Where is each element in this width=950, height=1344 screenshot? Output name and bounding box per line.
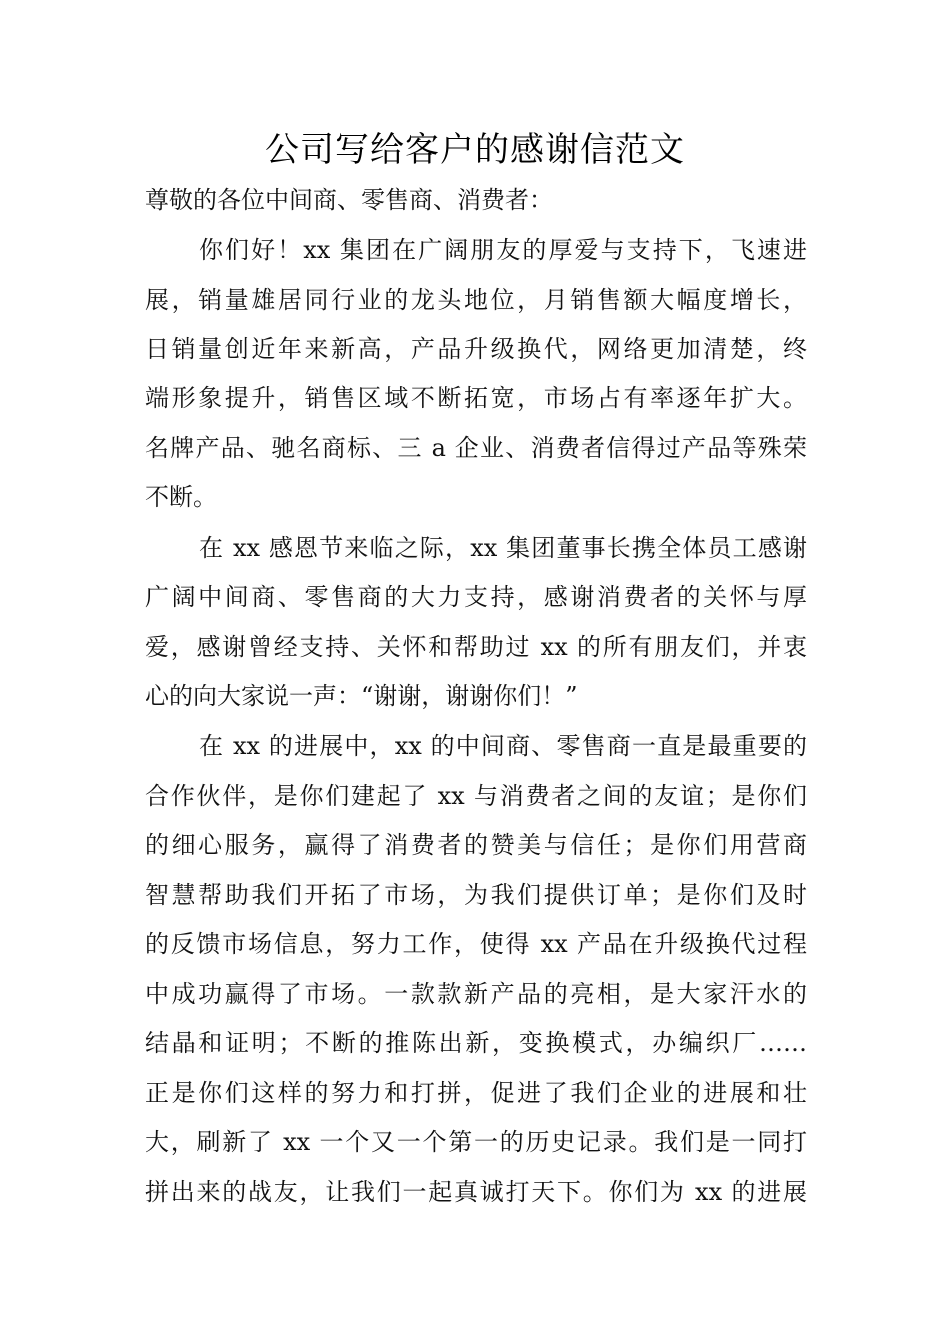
paragraph-3-line: 的细心服务，赢得了消费者的赞美与信任；是你们用营商 [145,831,807,859]
paragraph-2-line: 爱，感谢曾经支持、关怀和帮助过 xx 的所有朋友们，并衷 [145,633,807,661]
paragraph-3-line: 拼出来的战友，让我们一起真诚打天下。你们为 xx 的进展 [145,1178,807,1206]
paragraph-3-line: 中成功赢得了市场。一款款新产品的亮相，是大家汗水的 [145,980,807,1008]
document-title: 公司写给客户的感谢信范文 [265,130,685,170]
paragraph-1-line: 日销量创近年来新高，产品升级换代，网络更加清楚，终 [145,335,807,363]
paragraph-2-line: 广阔中间商、零售商的大力支持，感谢消费者的关怀与厚 [145,583,807,611]
paragraph-3-line: 合作伙伴，是你们建起了 xx 与消费者之间的友谊；是你们 [145,782,807,810]
paragraph-3-line: 结晶和证明；不断的推陈出新，变换模式，办编织厂…… [145,1029,807,1057]
paragraph-3-line: 在 xx 的进展中，xx 的中间商、零售商一直是最重要的 [199,732,807,760]
salutation: 尊敬的各位中间商、零售商、消费者： [145,186,553,214]
paragraph-1-line: 名牌产品、驰名商标、三 a 企业、消费者信得过产品等殊荣 [145,434,807,462]
paragraph-1-line: 展，销量雄居同行业的龙头地位，月销售额大幅度增长， [145,286,807,314]
paragraph-2-line: 在 xx 感恩节来临之际，xx 集团董事长携全体员工感谢 [199,534,807,562]
paragraph-3-line: 正是你们这样的努力和打拼，促进了我们企业的进展和壮 [145,1079,807,1107]
paragraph-3-line: 的反馈市场信息，努力工作，使得 xx 产品在升级换代过程 [145,930,807,958]
paragraph-1-line: 不断。 [145,483,217,511]
paragraph-3-line: 大，刷新了 xx 一个又一个第一的历史记录。我们是一同打 [145,1128,807,1156]
paragraph-1-line: 你们好！xx 集团在广阔朋友的厚爱与支持下，飞速进 [199,236,807,264]
paragraph-3-line: 智慧帮助我们开拓了市场，为我们提供订单；是你们及时 [145,881,807,909]
paragraph-2-line: 心的向大家说一声：“谢谢，谢谢你们！” [145,682,578,710]
paragraph-1-line: 端形象提升，销售区域不断拓宽，市场占有率逐年扩大。 [145,384,807,412]
